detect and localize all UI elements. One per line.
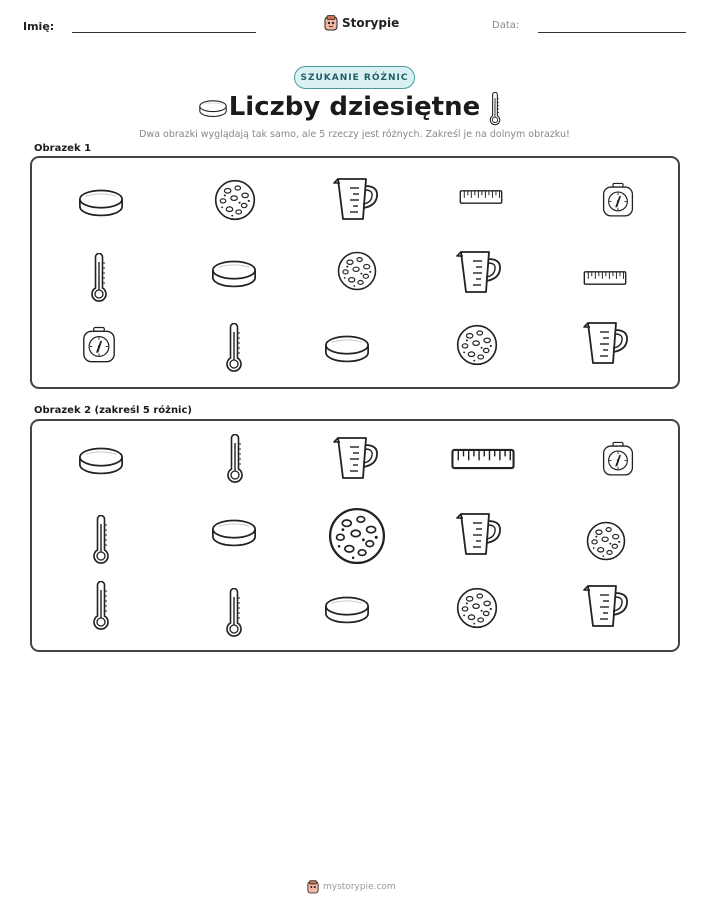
footer-url[interactable]: mystorypie.com — [323, 882, 396, 892]
name-line — [72, 32, 256, 33]
ruler-icon[interactable] — [583, 269, 627, 287]
measuring-cup-icon[interactable] — [455, 247, 505, 297]
cookie-icon[interactable] — [325, 504, 389, 568]
thermometer-icon[interactable] — [224, 587, 244, 639]
thermometer-icon[interactable] — [225, 433, 245, 485]
cookie-icon[interactable] — [212, 177, 258, 223]
measuring-cup-icon[interactable] — [582, 318, 632, 368]
picture-1-panel — [30, 156, 680, 389]
brand-logo — [324, 13, 399, 33]
coin-icon[interactable] — [323, 589, 371, 629]
coin-icon[interactable] — [210, 253, 258, 293]
measuring-cup-icon[interactable] — [455, 509, 505, 559]
storypie-mascot-icon — [307, 880, 319, 894]
brand-name: Storypie — [342, 16, 400, 30]
cookie-icon[interactable] — [335, 249, 379, 293]
ruler-icon[interactable] — [450, 446, 516, 472]
page-title: Liczby dziesiętne — [228, 92, 481, 122]
title-row — [0, 92, 709, 128]
thermometer-icon[interactable] — [91, 580, 111, 632]
thermometer-icon[interactable] — [224, 323, 244, 373]
measuring-cup-icon[interactable] — [582, 581, 632, 631]
picture-2-panel — [30, 419, 680, 652]
worksheet-header — [0, 0, 709, 50]
name-label: Imię: — [23, 20, 55, 33]
date-line — [538, 32, 686, 33]
cookie-icon[interactable] — [454, 585, 500, 631]
coin-icon[interactable] — [77, 440, 125, 480]
thermometer-icon[interactable] — [89, 253, 109, 303]
timer-icon[interactable] — [600, 436, 636, 482]
storypie-mascot-icon — [324, 15, 338, 31]
picture-1-label: Obrazek 1 — [34, 143, 92, 154]
date-label: Data: — [492, 20, 520, 31]
coin-icon[interactable] — [77, 182, 125, 222]
footer — [307, 880, 396, 894]
cookie-icon[interactable] — [584, 519, 628, 563]
picture-2-label: Obrazek 2 (zakreśl 5 różnic) — [34, 405, 192, 416]
timer-icon[interactable] — [80, 321, 118, 369]
activity-badge: SZUKANIE RÓŻNIC — [294, 66, 415, 89]
measuring-cup-icon[interactable] — [332, 433, 382, 483]
thermometer-icon — [488, 92, 502, 126]
coin-icon[interactable] — [210, 512, 258, 552]
cookie-icon[interactable] — [454, 322, 500, 368]
ruler-icon[interactable] — [459, 188, 503, 206]
timer-icon[interactable] — [600, 177, 636, 223]
thermometer-icon[interactable] — [91, 514, 111, 566]
measuring-cup-icon[interactable] — [332, 174, 382, 224]
instructions: Dwa obrazki wyglądają tak samo, ale 5 rzeczy jest różnych. Zakreśl je na dolnym obrazku! — [139, 129, 570, 140]
coin-icon[interactable] — [323, 328, 371, 368]
